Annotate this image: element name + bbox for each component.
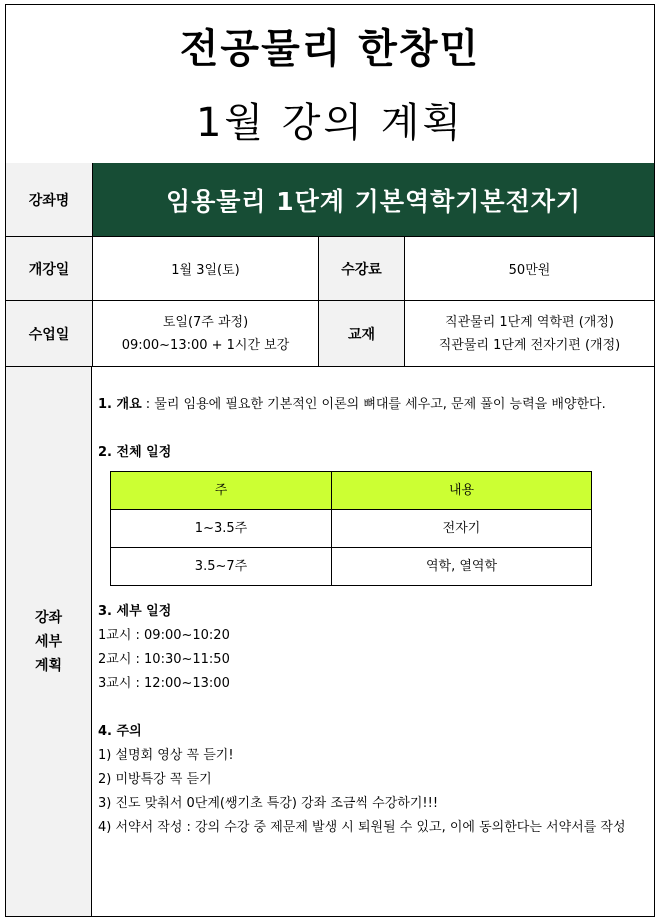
week-cell: 3.5~7주: [111, 548, 332, 586]
schedule-table: [110, 471, 592, 586]
week-cell: 1~3.5주: [111, 510, 332, 548]
course-row: [6, 163, 654, 237]
detail-content: [98, 393, 650, 840]
plan-title: 1월 강의 계획: [195, 100, 465, 146]
schedule-table-header: [111, 472, 592, 510]
detail-label-2: 세부: [34, 633, 63, 650]
title-block: [6, 5, 654, 164]
col-week-header: 주: [111, 472, 332, 510]
overview-text: : 물리 임용에 필요한 기본적인 이론의 뼈대를 세우고, 문제 풀이 능력을 배양한다.: [141, 397, 606, 412]
content-cell: 전자기: [332, 510, 592, 548]
overview-heading: 1. 개요: [98, 397, 142, 412]
course-name: 임용물리 1단계 기본역학기본전자기: [92, 163, 654, 236]
overview-paragraph: [98, 393, 650, 417]
start-fee-row: [6, 237, 654, 301]
period-item: 3교시 : 12:00~13:00: [98, 676, 230, 691]
start-value: 1월 3일(토): [92, 237, 318, 300]
days-book-row: [6, 301, 654, 367]
detail-label-1: 강좌: [34, 609, 63, 626]
fee-value: 50만원: [404, 237, 654, 300]
start-label: 개강일: [6, 237, 92, 300]
period-item: 2교시 : 10:30~11:50: [98, 652, 230, 667]
table-row: [111, 548, 592, 586]
note-item: 4) 서약서 작성 : 강의 수강 중 제문제 발생 시 퇴원될 수 있고, 이에 동의한다는 서약서를 작성: [98, 820, 626, 835]
fee-label: 수강료: [318, 237, 404, 300]
note-item: 3) 진도 맞춰서 0단계(쌩기초 특강) 강좌 조금씩 수강하기!!!: [98, 796, 439, 811]
content-cell: 역학, 열역학: [332, 548, 592, 586]
period-item: 1교시 : 09:00~10:20: [98, 628, 230, 643]
lecture-plan-document: [5, 4, 655, 917]
book-value: [404, 301, 654, 366]
days-value: [92, 301, 318, 366]
periods-heading: 3. 세부 일정: [98, 604, 172, 619]
detail-label-3: 계획: [34, 657, 63, 674]
col-content-header: 내용: [332, 472, 592, 510]
instructor-title: 전공물리 한창민: [179, 26, 481, 72]
note-item: 1) 설명회 영상 꼭 듣기!: [98, 748, 234, 763]
schedule-heading: 2. 전체 일정: [98, 445, 172, 460]
notes-heading: 4. 주의: [98, 724, 142, 739]
book-label: 교재: [318, 301, 404, 366]
table-row: [111, 510, 592, 548]
book-line-2: 직관물리 1단계 전자기편 (개정): [438, 337, 621, 353]
days-line-2: 09:00~13:00 + 1시간 보강: [121, 337, 290, 353]
days-line-1: 토일(7주 과정): [162, 314, 249, 330]
days-label: 수업일: [6, 301, 92, 366]
course-label: 강좌명: [6, 163, 92, 236]
book-line-1: 직관물리 1단계 역학편 (개정): [445, 314, 614, 330]
note-item: 2) 미방특강 꼭 듣기: [98, 772, 212, 787]
detail-label: [6, 367, 92, 916]
